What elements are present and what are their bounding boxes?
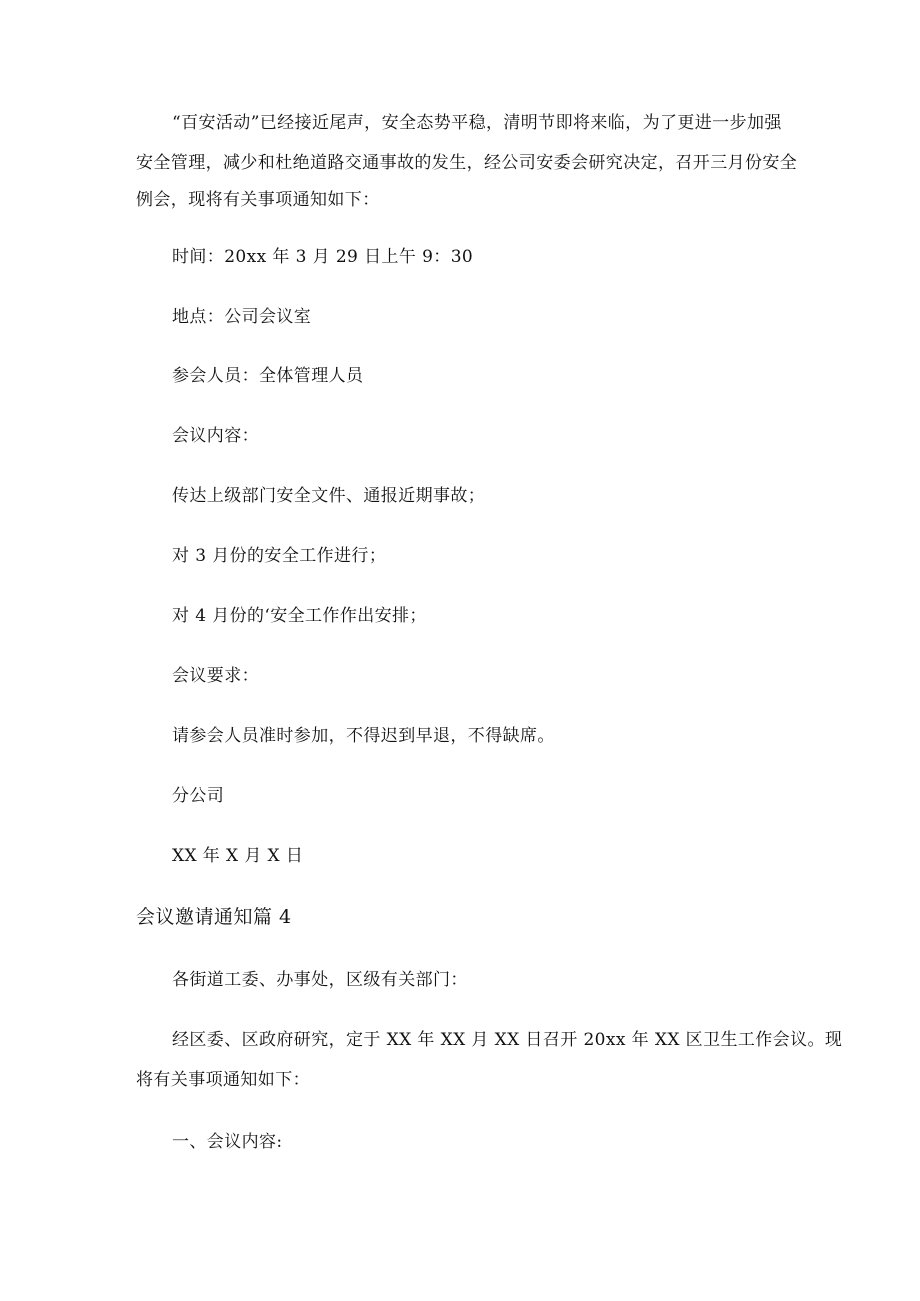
content-item-1: 传达上级部门安全文件、通报近期事故； <box>172 486 486 506</box>
salutation: 各街道工委、办事处，区级有关部门： <box>172 970 468 990</box>
item-one-heading: 一、会议内容: <box>172 1132 283 1152</box>
intro-paragraph-line-3: 例会，现将有关事项通知如下： <box>136 190 380 210</box>
section-title: 会议邀请通知篇 4 <box>136 906 292 928</box>
signature: 分公司 <box>172 786 225 806</box>
content-item-2: 对 3 月份的安全工作进行； <box>172 546 387 566</box>
content-item-3: 对 4 月份的‘安全工作作出安排； <box>172 606 427 626</box>
intro-paragraph-line-2: 安全管理，减少和杜绝道路交通事故的发生，经公司安委会研究决定，召开三月份安全 <box>136 153 798 173</box>
meeting-place: 地点：公司会议室 <box>172 307 312 327</box>
intro-paragraph-line-1: “百安活动”已经接近尾声，安全态势平稳，清明节即将来临，为了更进一步加强 <box>172 113 782 133</box>
document-date: XX 年 X 月 X 日 <box>172 846 304 866</box>
meeting-requirement-text: 请参会人员准时参加，不得迟到早退，不得缺席。 <box>172 726 555 746</box>
section-paragraph-line-2: 将有关事项通知如下： <box>136 1070 310 1090</box>
section-paragraph-line-1: 经区委、区政府研究，定于 XX 年 XX 月 XX 日召开 20xx 年 XX 区卫生工作会议。现 <box>172 1030 843 1050</box>
meeting-time: 时间：20xx 年 3 月 29 日上午 9：30 <box>172 247 474 267</box>
meeting-content-heading: 会议内容： <box>172 426 259 446</box>
meeting-attendees: 参会人员：全体管理人员 <box>172 366 364 386</box>
meeting-requirement-heading: 会议要求： <box>172 666 259 686</box>
